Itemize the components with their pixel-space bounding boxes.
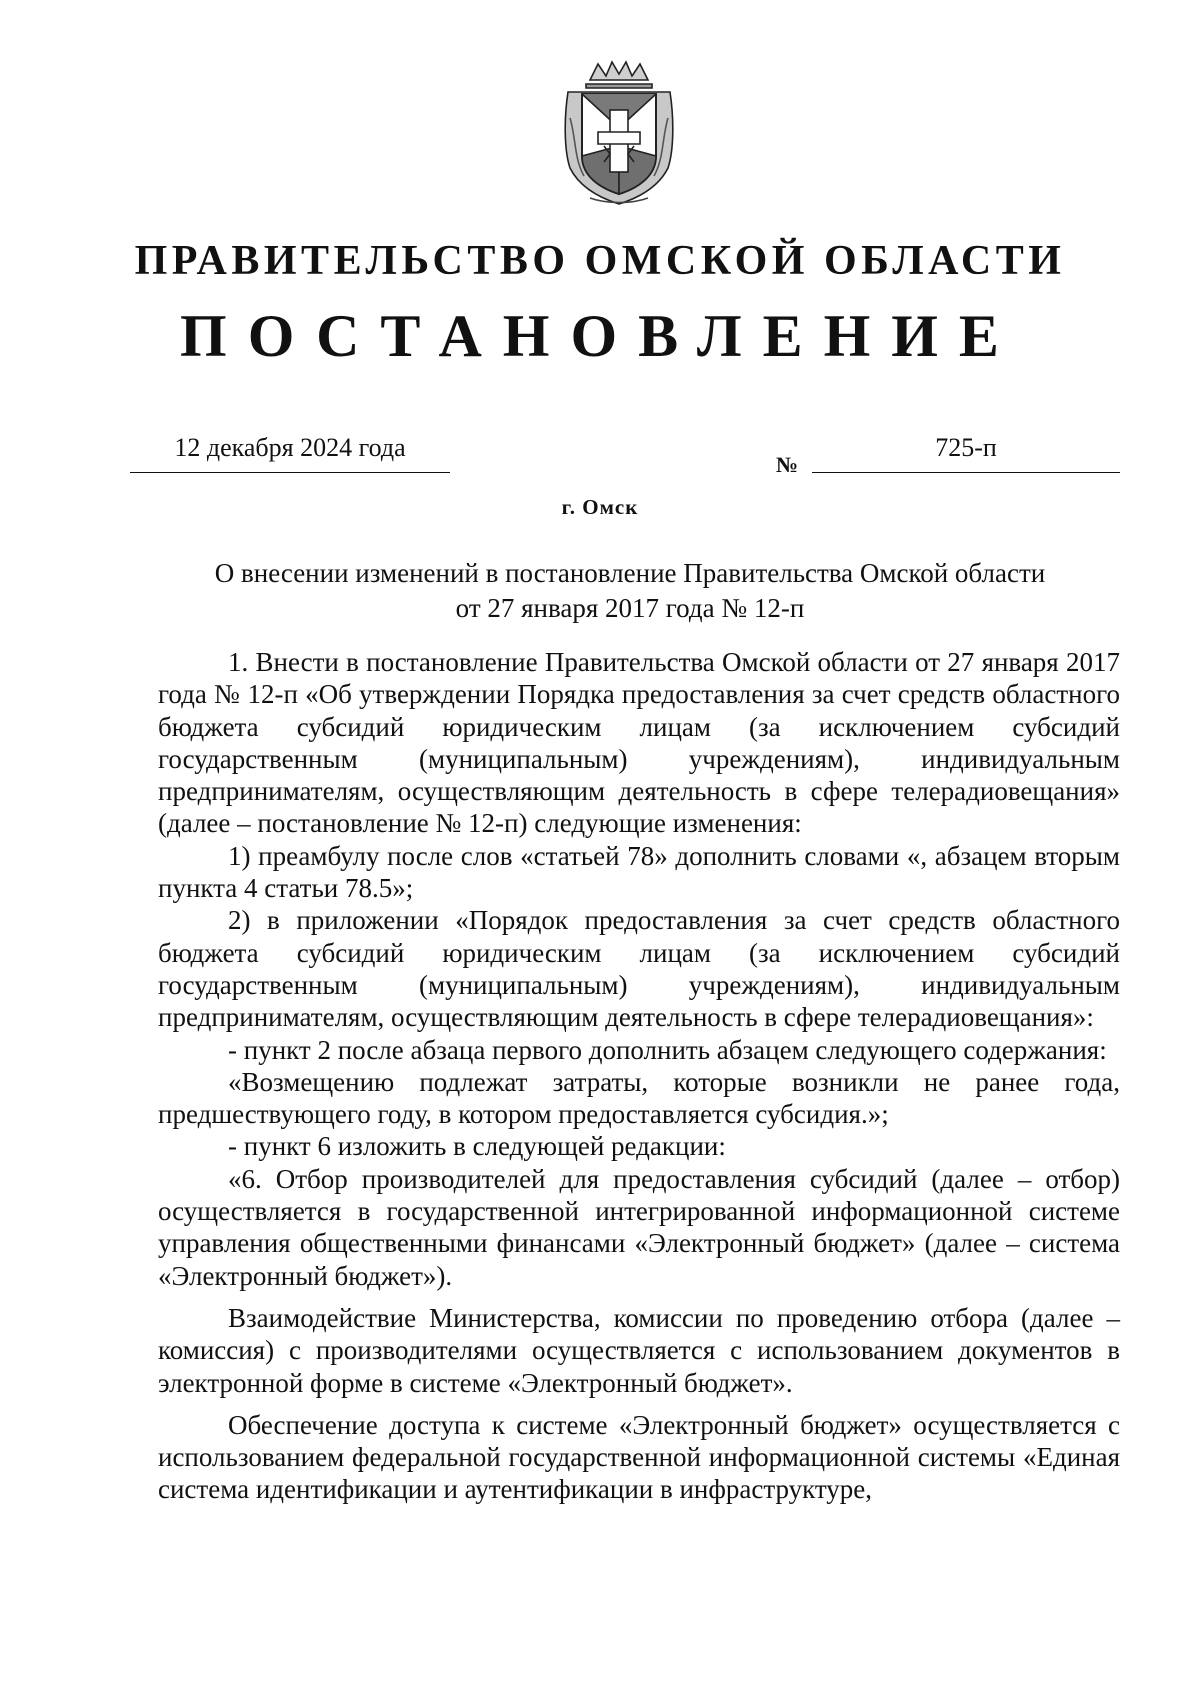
number-sign: № [776, 452, 799, 477]
document-number-field [812, 432, 1120, 473]
paragraph-8: Взаимодействие Министерства, комиссии по проведению отбора (далее – комиссия) с производителями осуществляется с использованием документов в электронной форме в системе «Электронный бюджет». [158, 1302, 1120, 1398]
document-number: 725-п [935, 433, 997, 462]
paragraph-3: 2) в приложении «Порядок предоставления за счет средств областного бюджета субсидий юридическим лицам (за исключением субсидий государственным (муниципальным) учреждениям), индивидуальным предпринимателям, осуществляющим деятельность в сфере телерадиовещания»: [158, 905, 1120, 1033]
paragraph-2: 1) преамбулу после слов «статьей 78» дополнить словами «, абзацем вторым пункта 4 статьи 78.5»; [158, 840, 1120, 904]
organization-title: ПРАВИТЕЛЬСТВО ОМСКОЙ ОБЛАСТИ [134, 238, 1066, 284]
document-subject [160, 556, 1100, 626]
document-date-field [130, 432, 450, 473]
paragraph-1: 1. Внести в постановление Правительства Омской области от 27 января 2017 года № 12-п «Об утверждении Порядка предоставления за счет средств областного бюджета субсидий юридическим лицам (за исключением субсидий государственным (муниципальным) учреждениям), индивидуальным предпринимателям, осуществляющим деятельность в сфере телерадиовещания» (далее – постановление № 12-п) следующие изменения: [158, 647, 1120, 839]
document-body [158, 646, 1120, 1506]
paragraph-9: Обеспечение доступа к системе «Электронный бюджет» осуществляется с использованием федеральной государственной информационной системы «Единая система идентификации и аутентификации в инфраструктуре, [158, 1409, 1120, 1505]
paragraph-4: - пункт 2 после абзаца первого дополнить абзацем следующего содержания: [228, 1034, 1107, 1065]
subject-line-2: от 27 января 2017 года № 12-п [455, 593, 805, 623]
paragraph-6: - пункт 6 изложить в следующей редакции: [228, 1131, 726, 1162]
document-date: 12 декабря 2024 года [174, 433, 406, 462]
paragraph-7: «6. Отбор производителей для предоставления субсидий (далее – отбор) осуществляется в государственной интегрированной информационной системе управления общественными финансами «Электронный бюджет» (далее – система «Электронный бюджет»). [158, 1163, 1120, 1291]
omsk-coat-of-arms-icon [560, 58, 678, 206]
paragraph-5: «Возмещению подлежат затраты, которые возникли не ранее года, предшествующего году, в котором предоставляется субсидия.»; [158, 1066, 1120, 1130]
subject-line-1: О внесении изменений в постановление Правительства Омской области [214, 558, 1046, 588]
document-type-title: ПОСТАНОВЛЕНИЕ [180, 303, 1020, 369]
document-place: г. Омск [561, 495, 639, 519]
